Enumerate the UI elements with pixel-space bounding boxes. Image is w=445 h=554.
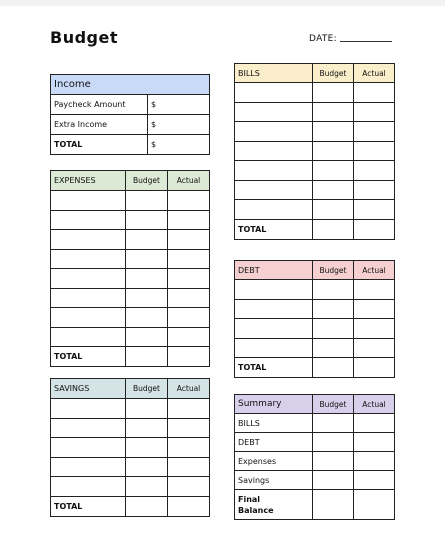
expenses-entry-row[interactable] (51, 191, 210, 211)
savings-item-cell[interactable] (51, 457, 126, 477)
debt-entry-row[interactable] (235, 280, 395, 300)
bills-entry-row[interactable] (235, 141, 395, 161)
summary-budget-col: Budget (313, 395, 354, 414)
debt-item-cell[interactable] (235, 338, 313, 358)
debt-entry-row[interactable] (235, 338, 395, 358)
debt-actual-col: Actual (354, 261, 395, 280)
debt-budget-cell[interactable] (313, 280, 354, 300)
summary-bills-actual[interactable] (354, 414, 395, 433)
summary-savings-budget[interactable] (313, 471, 354, 490)
page-title: Budget (50, 28, 118, 47)
savings-actual-cell[interactable] (168, 418, 210, 438)
savings-item-cell[interactable] (51, 418, 126, 438)
bills-entry-row[interactable] (235, 200, 395, 220)
bills-item-cell[interactable] (235, 122, 313, 142)
expenses-entry-row[interactable] (51, 249, 210, 269)
bills-budget-col: Budget (313, 64, 354, 83)
savings-budget-cell[interactable] (126, 477, 168, 497)
debt-actual-cell[interactable] (354, 319, 395, 339)
debt-rows[interactable] (235, 280, 395, 358)
debt-item-cell[interactable] (235, 319, 313, 339)
debt-budget-col: Budget (313, 261, 354, 280)
expenses-total-budget[interactable] (126, 347, 168, 367)
debt-budget-cell[interactable] (313, 338, 354, 358)
savings-table (50, 378, 210, 517)
expenses-entry-row[interactable] (51, 288, 210, 308)
expenses-budget-cell[interactable] (126, 249, 168, 269)
expenses-actual-cell[interactable] (168, 269, 210, 289)
bills-actual-cell[interactable] (354, 102, 395, 122)
expenses-table (50, 170, 210, 367)
summary-row-debt: DEBT (235, 433, 313, 452)
expenses-actual-cell[interactable] (168, 191, 210, 211)
savings-actual-cell[interactable] (168, 457, 210, 477)
expenses-header: EXPENSES (51, 171, 126, 191)
bills-item-cell[interactable] (235, 161, 313, 181)
bills-actual-cell[interactable] (354, 122, 395, 142)
bills-entry-row[interactable] (235, 161, 395, 181)
final-label-line1: Final (238, 494, 261, 504)
summary-expenses-actual[interactable] (354, 452, 395, 471)
expenses-entry-row[interactable] (51, 269, 210, 289)
income-header: Income (51, 75, 210, 95)
bills-entry-row[interactable] (235, 122, 395, 142)
bills-item-cell[interactable] (235, 141, 313, 161)
bills-total-label: TOTAL (235, 219, 313, 239)
savings-total-actual[interactable] (168, 496, 210, 516)
expenses-budget-cell[interactable] (126, 230, 168, 250)
expenses-budget-cell[interactable] (126, 210, 168, 230)
savings-actual-cell[interactable] (168, 477, 210, 497)
expenses-actual-cell[interactable] (168, 210, 210, 230)
summary-final-balance-label (235, 490, 313, 520)
bills-actual-cell[interactable] (354, 161, 395, 181)
summary-actual-col: Actual (354, 395, 395, 414)
savings-item-cell[interactable] (51, 477, 126, 497)
income-table (50, 74, 210, 155)
savings-entry-row[interactable] (51, 477, 210, 497)
expenses-actual-cell[interactable] (168, 249, 210, 269)
savings-actual-cell[interactable] (168, 399, 210, 419)
income-total-value[interactable]: $ (148, 135, 210, 155)
expenses-item-cell[interactable] (51, 288, 126, 308)
bills-budget-cell[interactable] (313, 83, 354, 103)
bills-actual-cell[interactable] (354, 180, 395, 200)
savings-actual-col: Actual (168, 379, 210, 399)
expenses-budget-cell[interactable] (126, 308, 168, 328)
debt-total-budget[interactable] (313, 358, 354, 378)
savings-entry-row[interactable] (51, 457, 210, 477)
bills-budget-cell[interactable] (313, 200, 354, 220)
savings-actual-cell[interactable] (168, 438, 210, 458)
debt-table (234, 260, 395, 378)
savings-item-cell[interactable] (51, 438, 126, 458)
bills-table (234, 63, 395, 240)
savings-entry-row[interactable] (51, 438, 210, 458)
expenses-budget-cell[interactable] (126, 269, 168, 289)
bills-entry-row[interactable] (235, 102, 395, 122)
bills-total-actual[interactable] (354, 219, 395, 239)
extra-income-label: Extra Income (51, 115, 148, 135)
savings-total-label: TOTAL (51, 496, 126, 516)
bills-entry-row[interactable] (235, 180, 395, 200)
savings-entry-row[interactable] (51, 399, 210, 419)
debt-entry-row[interactable] (235, 319, 395, 339)
bills-budget-cell[interactable] (313, 141, 354, 161)
expenses-item-cell[interactable] (51, 210, 126, 230)
summary-expenses-budget[interactable] (313, 452, 354, 471)
paycheck-amount-label: Paycheck Amount (51, 95, 148, 115)
bills-total-budget[interactable] (313, 219, 354, 239)
bills-budget-cell[interactable] (313, 122, 354, 142)
expenses-entry-row[interactable] (51, 327, 210, 347)
savings-item-cell[interactable] (51, 399, 126, 419)
income-total-label: TOTAL (51, 135, 148, 155)
expenses-item-cell[interactable] (51, 327, 126, 347)
summary-row-expenses: Expenses (235, 452, 313, 471)
expenses-actual-cell[interactable] (168, 230, 210, 250)
debt-entry-row[interactable] (235, 299, 395, 319)
bills-rows[interactable] (235, 83, 395, 220)
debt-budget-cell[interactable] (313, 319, 354, 339)
expenses-item-cell[interactable] (51, 230, 126, 250)
bills-header: BILLS (235, 64, 313, 83)
expenses-total-actual[interactable] (168, 347, 210, 367)
bills-actual-cell[interactable] (354, 200, 395, 220)
date-blank-line[interactable] (340, 41, 392, 42)
expenses-entry-row[interactable] (51, 230, 210, 250)
savings-total-budget[interactable] (126, 496, 168, 516)
expenses-actual-cell[interactable] (168, 327, 210, 347)
debt-actual-cell[interactable] (354, 280, 395, 300)
bills-item-cell[interactable] (235, 200, 313, 220)
summary-final-budget[interactable] (313, 490, 354, 520)
budget-sheet (0, 6, 445, 554)
date-label: DATE: (309, 34, 337, 44)
expenses-item-cell[interactable] (51, 191, 126, 211)
savings-header: SAVINGS (51, 379, 126, 399)
savings-entry-row[interactable] (51, 418, 210, 438)
expenses-actual-col: Actual (168, 171, 210, 191)
savings-budget-col: Budget (126, 379, 168, 399)
debt-total-actual[interactable] (354, 358, 395, 378)
expenses-rows[interactable] (51, 191, 210, 347)
expenses-entry-row[interactable] (51, 308, 210, 328)
summary-bills-budget[interactable] (313, 414, 354, 433)
bills-budget-cell[interactable] (313, 102, 354, 122)
summary-debt-budget[interactable] (313, 433, 354, 452)
summary-final-actual[interactable] (354, 490, 395, 520)
summary-header: Summary (235, 395, 313, 414)
expenses-item-cell[interactable] (51, 269, 126, 289)
final-label-line2: Balance (238, 505, 274, 515)
debt-item-cell[interactable] (235, 280, 313, 300)
date-field[interactable] (309, 34, 392, 44)
summary-row-bills: BILLS (235, 414, 313, 433)
savings-budget-cell[interactable] (126, 418, 168, 438)
savings-budget-cell[interactable] (126, 399, 168, 419)
debt-actual-cell[interactable] (354, 299, 395, 319)
summary-row-savings: Savings (235, 471, 313, 490)
expenses-item-cell[interactable] (51, 308, 126, 328)
bills-item-cell[interactable] (235, 83, 313, 103)
expenses-total-label: TOTAL (51, 347, 126, 367)
expenses-actual-cell[interactable] (168, 288, 210, 308)
bills-budget-cell[interactable] (313, 161, 354, 181)
expenses-item-cell[interactable] (51, 249, 126, 269)
paycheck-amount-value[interactable]: $ (148, 95, 210, 115)
expenses-actual-cell[interactable] (168, 308, 210, 328)
expenses-budget-col: Budget (126, 171, 168, 191)
expenses-budget-cell[interactable] (126, 288, 168, 308)
expenses-entry-row[interactable] (51, 210, 210, 230)
expenses-budget-cell[interactable] (126, 191, 168, 211)
debt-total-label: TOTAL (235, 358, 313, 378)
savings-rows[interactable] (51, 399, 210, 497)
bills-budget-cell[interactable] (313, 180, 354, 200)
debt-header: DEBT (235, 261, 313, 280)
extra-income-value[interactable]: $ (148, 115, 210, 135)
bills-actual-cell[interactable] (354, 83, 395, 103)
savings-budget-cell[interactable] (126, 438, 168, 458)
summary-debt-actual[interactable] (354, 433, 395, 452)
expenses-budget-cell[interactable] (126, 327, 168, 347)
summary-savings-actual[interactable] (354, 471, 395, 490)
bills-item-cell[interactable] (235, 102, 313, 122)
bills-actual-cell[interactable] (354, 141, 395, 161)
debt-item-cell[interactable] (235, 299, 313, 319)
savings-budget-cell[interactable] (126, 457, 168, 477)
bills-entry-row[interactable] (235, 83, 395, 103)
debt-actual-cell[interactable] (354, 338, 395, 358)
debt-budget-cell[interactable] (313, 299, 354, 319)
summary-table (234, 394, 395, 520)
bills-item-cell[interactable] (235, 180, 313, 200)
bills-actual-col: Actual (354, 64, 395, 83)
